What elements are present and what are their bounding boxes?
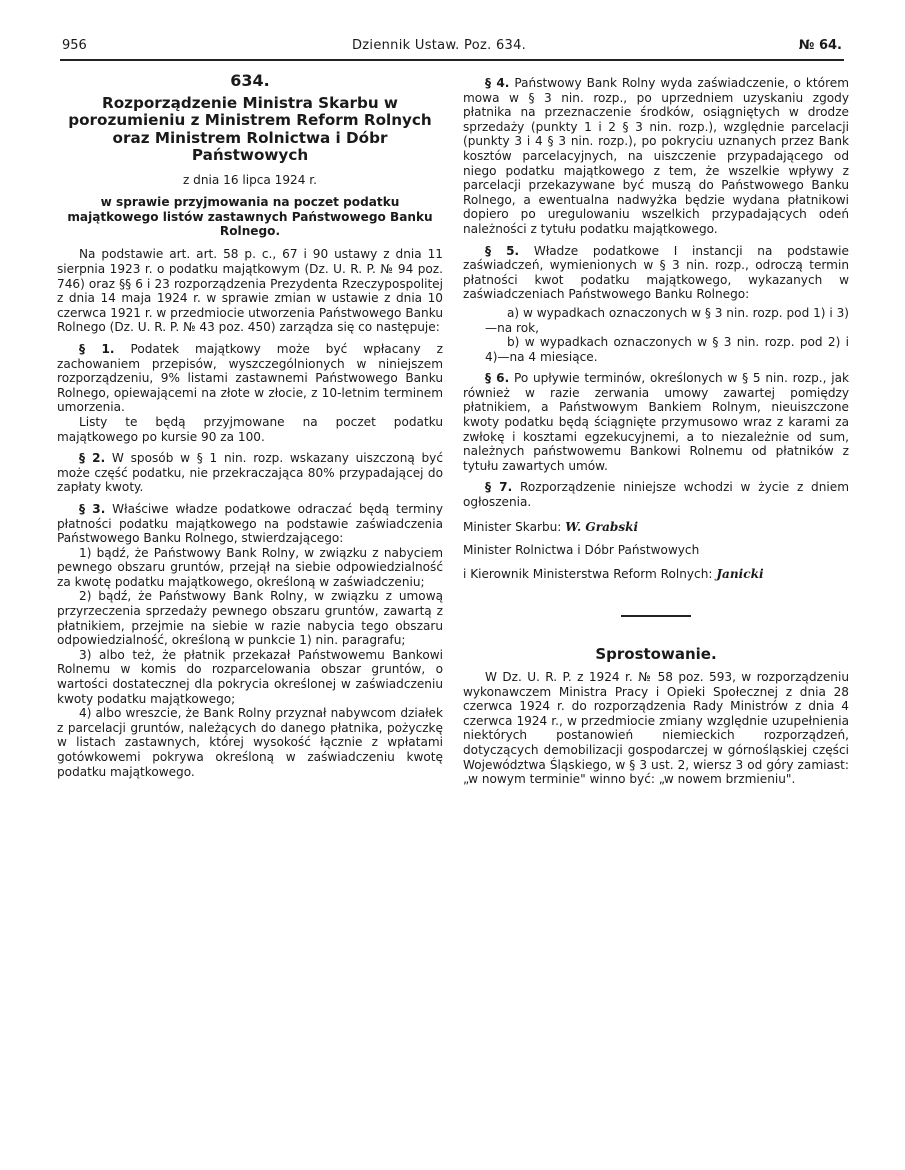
section-4 [463,76,849,237]
preamble: Na podstawie art. art. 58 p. c., 67 i 90 ustawy z dnia 11 sierpnia 1923 r. o podatku majątkowym (Dz. U. R. P. № 94 poz. 746) oraz §§ 6 i 23 rozporządzenia Prezydenta Rzeczypospolitej z dnia 14 maja 1924 r. w sprawie zmian w ustawie z dnia 10 czerwca 1921 r. w przedmiocie utworzenia Państwowego Banku Rolnego (Dz. U. R. P. № 43 poz. 450) zarządza się co następuje: [57,247,443,335]
section-2 [57,451,443,495]
section-3-item-2: 2) bądź, że Państwowy Bank Rolny, w związku z umową przyrzeczenia sprzedaży pewnego obszaru gruntów, zawartą z płatnikiem, przejmie na siebie w razie nabycia tego obszaru odpowiedzialność, określoną w punkcie 1) nin. paragrafu; [57,589,443,648]
page-number: 956 [62,38,87,53]
section-6-text: Po upływie terminów, określonych w § 5 nin. rozp., jak również w razie zerwania umowy zawartej pomiędzy płatnikiem, a Państwowym Bankiem Rolnym, nieuiszczone kwoty podatku będą ściągnięte przymusowo wraz z karami za zwłokę i kosztami egzekucyjnemi, a to niezależnie od sum, należnych państwowemu Bankowi Rolnemu od płatników z tytułu zawartych umów. [463,371,849,473]
section-3-text: Właściwe władze podatkowe odraczać będą terminy płatności podatku majątkowego na podstawie zaświadczenia Państwowego Banku Rolnego, stwierdzającego: [57,501,443,546]
left-column [57,68,443,779]
article-number: 634. [230,71,270,90]
section-2-label: § 2. [79,451,106,466]
section-4-text: Państwowy Bank Rolny wyda zaświadczenie, o którem mowa w § 3 nin. rozp., po uprzedniem uzyskaniu zgody płatnika na przeznaczenie środków, osiągniętych w drodze sprzedaży (punkty 1 i 2 § 3 nin. rozp.), względnie parcelacji (punkty 3 i 4 § 3 nin. rozp.), po pokryciu uznanych przez Bank kosztów parcelacyjnych, na uiszczenie przypadającego od niego podatku majątkowego z tem, że wszelkie wpływy z parcelacji przekazywane być muszą do Państwowego Banku Rolnego, a ewentualna nadwyżka będzie wydana płatnikowi dopiero po uregulowaniu wszelkich przypadających odeń należności z tytułu podatku majątkowego. [463,76,849,236]
section-4-label: § 4. [485,76,510,90]
section-6 [463,371,849,473]
section-5-text: Władze podatkowe I instancji na podstawie zaświadczeń, wymienionych w § 3 nin. rozp., odroczą termin płatności kwot podatku majątkowego, wykazanych w zaświadczeniach Państwowego Banku Rolnego: [463,243,849,302]
section-5-item-b: b) w wypadkach oznaczonych w § 3 nin. rozp. pod 2) i 4)—na 4 miesiące. [485,335,849,364]
section-2-text: W sposób w § 1 nin. rozp. wskazany uiszczoną być może część podatku, nie przekraczająca 80% przypadającej do zapłaty kwoty. [57,451,443,495]
section-7 [463,480,849,509]
signature-3-label: i Kierownik Ministerstwa Reform Rolnych: [463,566,713,581]
section-1-text: Podatek majątkowy może być wpłacany z zachowaniem przepisów, wyszczególnionych w niniejszem rozporządzeniu, 9% listami zastawnemi Państwowego Banku Rolnego, opiewającemi na złote w złocie, z 10-letnim terminem umorzenia. [57,341,443,415]
signature-3-name: Janicki [716,566,764,581]
signature-finance-minister [463,520,849,535]
header-rule [60,59,844,61]
section-5-item-a: a) w wypadkach oznaczonych w § 3 nin. rozp. pod 1) i 3)—na rok, [485,305,849,335]
section-7-label: § 7. [485,480,513,495]
article-title: Rozporządzenie Ministra Skarbu w porozumieniu z Ministrem Reform Rolnych oraz Ministrem Rolnictwa i Dóbr Państwowych [68,93,432,165]
signature-1-name: W. Grabski [565,519,639,534]
signature-agriculture-minister: Minister Rolnictwa i Dóbr Państwowych [463,543,700,558]
section-3-label: § 3. [79,501,106,516]
section-1-label: § 1. [79,341,115,356]
section-5-label: § 5. [485,243,520,258]
section-3 [57,502,443,546]
correction-text: W Dz. U. R. P. z 1924 r. № 58 poz. 593, w rozporządzeniu wykonawczem Ministra Pracy i Opieki Społecznej z dnia 28 czerwca 1924 r. do rozporządzenia Rady Ministrów z dnia 4 czerwca 1924 r., w przedmiocie zmiany względnie uzupełnienia niektórych postanowień niemieckich rozporządzeń, dotyczących demobilizacji gospodarczej w górnośląskiej części Województwa Śląskiego, w § 3 ust. 2, wiersz 3 od góry zamiast: „w nowym terminie" winno być: „w nowem brzmieniu". [463,670,849,787]
section-3-item-4: 4) albo wreszcie, że Bank Rolny przyznał nabywcom działek z parcelacji gruntów, należących do danego płatnika, pożyczkę w listach zastawnych, której wysokość łącznie z wpłatami gotówkowemi pokrywa określoną w zaświadczeniu kwotę podatku majątkowego. [57,706,443,779]
section-7-text: Rozporządzenie niniejsze wchodzi w życie z dniem ogłoszenia. [463,480,849,510]
section-divider [621,615,691,617]
signature-reform-minister [463,567,849,582]
page-header [62,38,842,58]
correction-title: Sprostowanie. [595,645,717,664]
section-6-label: § 6. [485,371,510,386]
section-1 [57,342,443,415]
section-1-text-2: Listy te będą przyjmowane na poczet podatku majątkowego po kursie 90 za 100. [57,414,443,444]
right-column [463,68,849,787]
section-5 [463,244,849,302]
article-date: z dnia 16 lipca 1924 r. [182,172,317,187]
article-subject: w sprawie przyjmowania na poczet podatku majątkowego listów zastawnych Państwowego Banku Rolnego. [67,195,433,238]
section-3-item-1: 1) bądź, że Państwowy Bank Rolny, w związku z nabyciem pewnego obszaru gruntów, przejął na siebie odpowiedzialność za kwotę podatku majątkowego, określoną w zaświadczeniu; [57,545,443,589]
signature-1-label: Minister Skarbu: [463,519,562,534]
issue-number: № 64. [798,38,842,53]
journal-reference: Dziennik Ustaw. Poz. 634. [352,38,527,53]
section-3-item-3: 3) albo też, że płatnik przekazał Państwowemu Bankowi Rolnemu w komis do rozparcelowania obszar gruntów, o wartości dostatecznej dla pokrycia określonej w zaświadczeniu kwoty podatku majątkowego; [57,647,443,706]
